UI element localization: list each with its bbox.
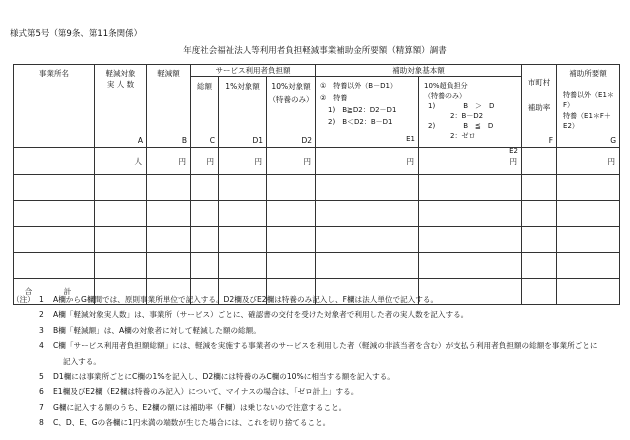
note-number: 7 — [39, 402, 44, 412]
table-cell[interactable] — [147, 253, 191, 279]
table-cell[interactable] — [267, 201, 316, 227]
column-tag-e1: E1 — [406, 135, 416, 143]
unit-yen-d1-label: 円 — [254, 156, 262, 166]
table-cell[interactable] — [419, 253, 522, 279]
unit-people-label: 人 — [134, 156, 142, 166]
header-office — [14, 65, 95, 148]
table-cell[interactable] — [419, 175, 522, 201]
column-tag-g: G — [610, 136, 617, 145]
header-required-label: 補助所要額 — [569, 69, 607, 78]
table-cell[interactable] — [95, 201, 147, 227]
table-cell[interactable] — [147, 175, 191, 201]
header-excess-burden — [419, 77, 522, 155]
table-cell[interactable] — [219, 253, 267, 279]
header-basic-formula — [316, 77, 419, 148]
header-basic-amount — [316, 65, 522, 77]
unit-yen-d2-label: 円 — [303, 156, 312, 166]
table-cell[interactable] — [95, 175, 147, 201]
header-required-line1: 特養以外（E1＊F） — [563, 91, 614, 109]
header-reduction-amount-label: 軽減額 — [157, 69, 180, 78]
units-row — [14, 148, 620, 175]
table-cell[interactable] — [95, 253, 147, 279]
note-text: A欄「軽減対象実人数」は、事業所（サービス）ごとに、確認書の交付を受けた対象者で利用した者の実人数を記入する。 — [53, 310, 469, 320]
column-tag-f: F — [548, 136, 554, 145]
basic-formula-line4: 2) B＜D2：B－D1 — [328, 118, 393, 126]
table-cell[interactable] — [557, 253, 620, 279]
note-text: D1欄には事業所ごとにC欄の1%を記入し、D2欄には特養のみC欄の10%に相当する額を記入する。 — [53, 372, 395, 382]
header-municipal-line2: 補助率 — [527, 103, 551, 112]
note-item — [12, 400, 597, 415]
note-item — [12, 369, 597, 384]
form-label: 様式第5号（第9条、第11条関係） — [10, 29, 143, 39]
document-title: 年度社会福祉法人等利用者負担軽減事業補助金所要額（精算額）調書 — [183, 46, 447, 56]
basic-formula-line2: ② 特養 — [320, 94, 348, 102]
header-municipal-line1: 市町村 — [527, 78, 551, 87]
basic-formula-line3: 1) B≧D2：D2－D1 — [328, 106, 397, 114]
unit-yen-g — [557, 148, 620, 175]
note-number: 2 — [39, 310, 44, 320]
table-cell[interactable] — [191, 175, 219, 201]
table-row — [14, 175, 620, 201]
note-item — [12, 338, 597, 353]
table-cell[interactable] — [316, 201, 419, 227]
note-number: 8 — [39, 418, 44, 428]
header-office-label: 事業所名 — [39, 69, 69, 78]
header-reduction-count-line2: 実 人 数 — [106, 80, 135, 89]
header-reduction-amount — [147, 65, 191, 148]
unit-yen-e2-label: 円 — [509, 156, 518, 166]
table-cell[interactable] — [267, 227, 316, 253]
note-text: B欄「軽減額」は、A欄の対象者に対して軽減した額の総額。 — [53, 325, 261, 335]
header-one-percent — [219, 77, 267, 148]
unit-yen-e1 — [316, 148, 419, 175]
table-cell[interactable] — [191, 227, 219, 253]
table-cell[interactable] — [14, 253, 95, 279]
table-cell[interactable] — [557, 227, 620, 253]
header-reduction-count — [95, 65, 147, 148]
note-text: G欄に記入する額のうち、E2欄の額には補助率（F欄）は乗じないので注意すること。 — [53, 402, 347, 412]
unit-yen-b — [147, 148, 191, 175]
excess-line6: 2：ゼロ — [450, 132, 476, 140]
unit-yen-e1-label: 円 — [406, 156, 415, 166]
column-tag-a: A — [137, 136, 143, 145]
header-total — [191, 77, 219, 148]
notes-section — [12, 292, 597, 431]
table-cell[interactable] — [219, 227, 267, 253]
table-cell[interactable] — [147, 201, 191, 227]
table-cell[interactable] — [557, 201, 620, 227]
unit-yen-e2 — [419, 148, 522, 175]
notes-lead: （注） — [12, 295, 35, 304]
note-item — [12, 415, 597, 430]
table-cell[interactable] — [316, 253, 419, 279]
note-number: 6 — [39, 387, 44, 397]
table-cell[interactable] — [191, 201, 219, 227]
table-row — [14, 201, 620, 227]
header-ten-percent — [267, 77, 316, 148]
header-reduction-count-line1: 軽減対象 — [105, 69, 136, 78]
header-basic-amount-label: 補助対象基本額 — [392, 66, 445, 75]
note-text: C欄「サービス利用者負担額総額」には、軽減を実施する事業者のサービスを利用した者（軽減の非該当者を含む）が支払う利用者負担額の総額を事業所ごとに — [53, 341, 598, 351]
unit-cell-rate — [522, 148, 557, 175]
note-number: 3 — [39, 325, 44, 335]
table-cell[interactable] — [14, 201, 95, 227]
unit-yen-g-label: 円 — [607, 156, 616, 166]
column-tag-c: C — [209, 136, 215, 145]
table-row — [14, 253, 620, 279]
note-text: E1欄及びE2欄（E2欄は特養のみ記入）について、マイナスの場合は、「ゼロ計上」する。 — [53, 387, 359, 397]
table-cell[interactable] — [191, 253, 219, 279]
column-tag-d2: D2 — [301, 136, 313, 145]
basic-formula-line1: ① 特養以外（B－D1） — [320, 82, 397, 90]
excess-line3: 1) B ＞ D — [428, 102, 495, 110]
unit-yen-d2 — [267, 148, 316, 175]
note-number: 5 — [39, 372, 44, 382]
unit-yen-c-label: 円 — [206, 156, 214, 166]
header-ten-percent-line1: 10%対象額 — [271, 82, 311, 91]
unit-yen-d1 — [219, 148, 267, 175]
column-tag-d1: D1 — [252, 136, 263, 145]
table-cell[interactable] — [522, 253, 557, 279]
excess-line4: 2：B－D2 — [450, 112, 484, 120]
table-cell[interactable] — [219, 175, 267, 201]
subsidy-table — [13, 64, 620, 305]
header-required-line2: 特養（E1＊F＋E2） — [563, 112, 611, 130]
note-text: A欄からG欄間では、原則事業所単位で記入する。D2欄及びE2欄は特養のみ記入し、F欄は法人単位で記入する。 — [53, 295, 439, 304]
note-item — [12, 307, 597, 322]
table-cell[interactable] — [147, 227, 191, 253]
table-cell[interactable] — [14, 227, 95, 253]
excess-line1: 10%超負担分 — [424, 82, 468, 90]
header-required — [557, 65, 620, 148]
table-cell[interactable] — [95, 227, 147, 253]
table-cell[interactable] — [557, 175, 620, 201]
note-item — [12, 384, 597, 399]
table-cell[interactable] — [522, 201, 557, 227]
table-cell[interactable] — [219, 201, 267, 227]
header-service-burden — [191, 65, 316, 77]
note-continuation: 記入する。 — [63, 356, 101, 366]
table-cell[interactable] — [316, 175, 419, 201]
note-number: 1 — [39, 295, 44, 304]
header-municipal-rate — [522, 65, 557, 148]
note-item — [12, 323, 597, 338]
table-row — [14, 227, 620, 253]
table-cell[interactable] — [316, 227, 419, 253]
note-number: 4 — [39, 341, 44, 351]
excess-line5: 2) B ≦ D — [428, 122, 494, 130]
header-total-label: 総額 — [197, 82, 212, 91]
column-tag-b: B — [181, 136, 187, 145]
unit-cell-office — [14, 148, 95, 175]
total-label: 合 計 — [24, 287, 84, 296]
table-cell[interactable] — [267, 175, 316, 201]
header-service-burden-label: サービス利用者負担額 — [215, 66, 291, 75]
table-cell[interactable] — [522, 175, 557, 201]
note-item — [12, 292, 597, 307]
column-tag-e2: E2 — [509, 147, 519, 155]
unit-people — [95, 148, 147, 175]
note-text: C、D、E、Gの各欄に1円未満の端数が生じた場合には、これを切り捨てること。 — [53, 418, 331, 428]
unit-yen-c — [191, 148, 219, 175]
table-cell[interactable] — [267, 253, 316, 279]
unit-yen-b-label: 円 — [178, 156, 186, 166]
table-cell[interactable] — [522, 227, 557, 253]
table-cell[interactable] — [419, 227, 522, 253]
table-cell[interactable] — [14, 175, 95, 201]
excess-line2: （特養のみ） — [424, 92, 467, 100]
table-cell[interactable] — [419, 201, 522, 227]
header-ten-percent-line2: （特養のみ） — [268, 95, 314, 104]
header-one-percent-label: 1%対象額 — [225, 82, 260, 91]
